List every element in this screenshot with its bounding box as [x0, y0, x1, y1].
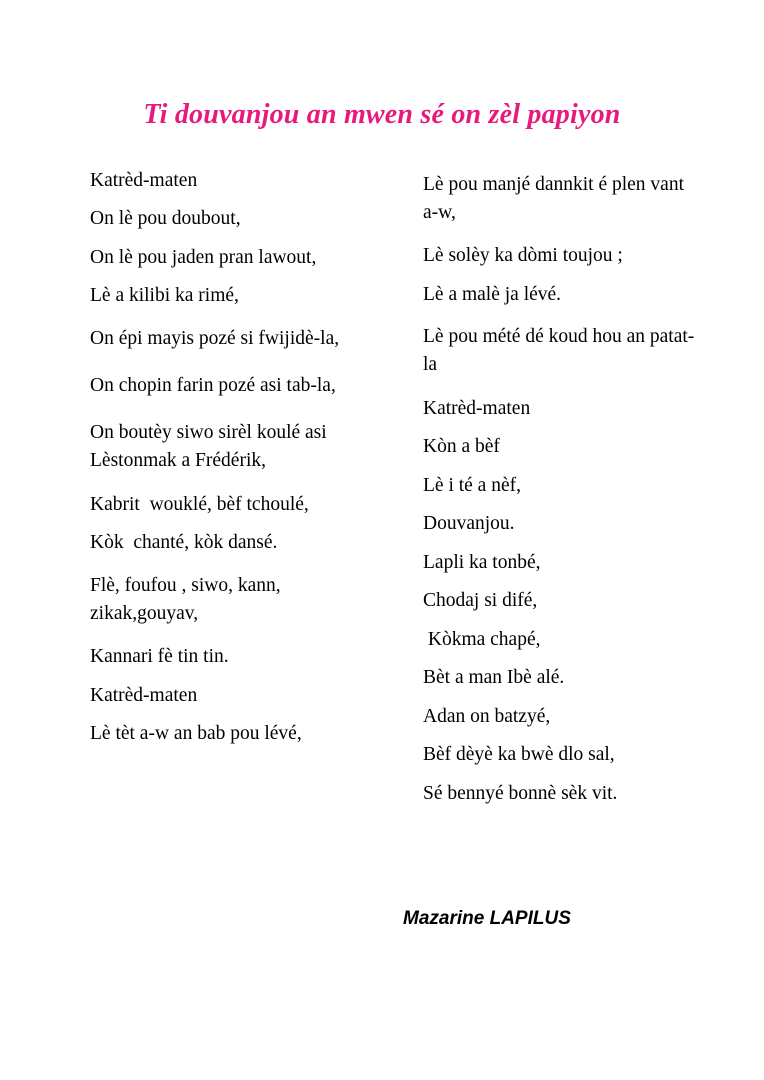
author-signature: Mazarine LAPILUS: [403, 908, 571, 929]
poem-line: Lapli ka tonbé,: [423, 551, 541, 573]
poem-column-left: [60, 171, 380, 823]
page-title: Ti douvanjou an mwen sé on zèl papiyon: [143, 99, 621, 130]
poem-line: Katrèd-maten: [90, 169, 198, 191]
poem-line: Bèf dèyè ka bwè dlo sal,: [423, 744, 615, 766]
poem-line: Adan on batzyé,: [423, 705, 551, 727]
poem-line: Flè, foufou , siwo, kann, zikak,gouyav,: [90, 574, 286, 624]
poem-line: Chodaj si difé,: [423, 590, 538, 612]
poem-line: Katrèd-maten: [423, 397, 531, 419]
poem-line: Lè a malè ja lévé.: [423, 283, 562, 305]
poem-column-right: [380, 171, 704, 823]
poem-line: Lè pou manjé dannkit é plen vant a-w,: [423, 173, 689, 223]
poem-line: On chopin farin pozé asi tab-la,: [90, 374, 336, 396]
poem-line: On épi mayis pozé si fwijidè-la,: [90, 327, 340, 349]
poem-line: Lè solèy ka dòmi toujou ;: [423, 245, 623, 267]
poem-line: On lè pou doubout,: [90, 208, 241, 230]
poem-line: Kòk chanté, kòk dansé.: [90, 532, 278, 554]
poem-line: On lè pou jaden pran lawout,: [90, 246, 317, 268]
poem-line: Douvanjou.: [423, 513, 515, 535]
poem-line: Kòkma chapé,: [423, 628, 541, 650]
poem-line: Lè tèt a-w an bab pou lévé,: [90, 723, 302, 745]
poem-line: Lè i té a nèf,: [423, 474, 521, 496]
poem-line: Kabrit wouklé, bèf tchoulé,: [90, 493, 309, 515]
poem-line: Kannari fè tin tin.: [90, 646, 229, 668]
poem-line: On boutèy siwo sirèl koulé asi Lèstonmak a Frédérik,: [90, 422, 332, 472]
poem-line: Lè a kilibi ka rimé,: [90, 285, 239, 307]
poem-line: Sé bennyé bonnè sèk vit.: [423, 782, 618, 804]
poem-line: Lè pou mété dé koud hou an patat-la: [423, 326, 695, 376]
poem-line: Bèt a man Ibè alé.: [423, 667, 565, 689]
poem-line: Kòn a bèf: [423, 436, 500, 458]
poem-line: Katrèd-maten: [90, 684, 198, 706]
poem-body: [0, 136, 764, 823]
